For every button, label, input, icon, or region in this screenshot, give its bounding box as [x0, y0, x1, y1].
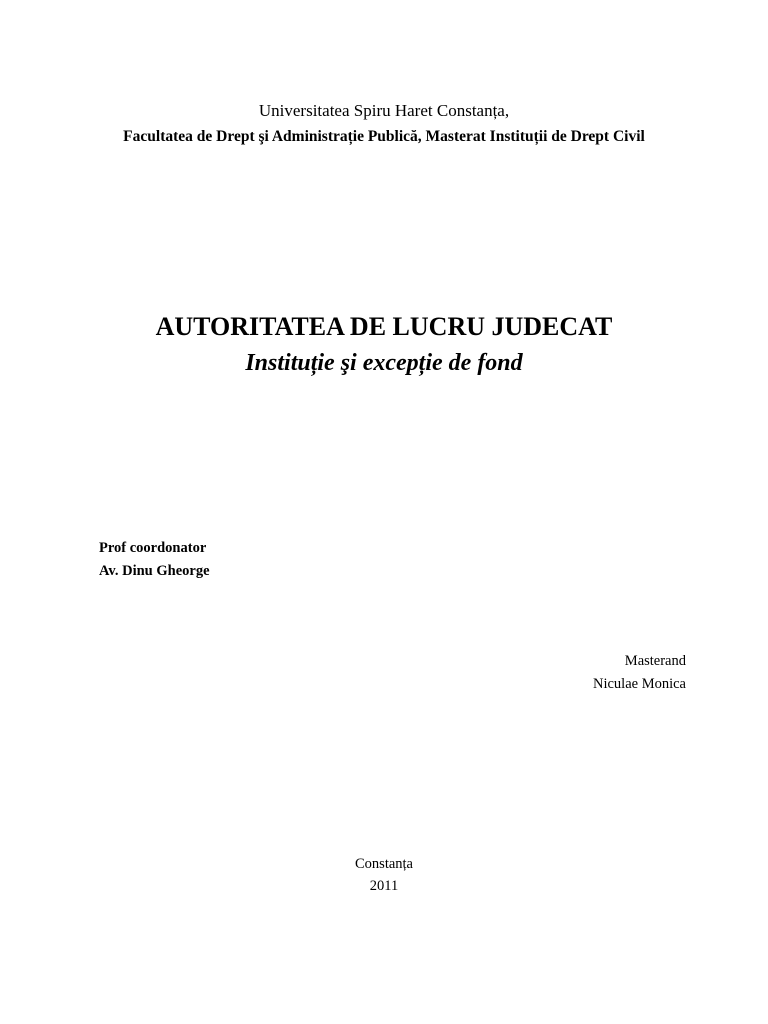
faculty-name: Facultatea de Drept şi Administrație Publică, Masterat Instituții de Drept Civil [123, 128, 645, 145]
coordinator-label: Prof coordonator [99, 540, 207, 556]
year: 2011 [369, 878, 399, 894]
document-subtitle: Instituție şi excepție de fond [245, 350, 523, 376]
city-name: Constanța [355, 856, 413, 872]
coordinator-name: Av. Dinu Gheorge [99, 563, 210, 579]
university-name: Universitatea Spiru Haret Constanța, [258, 101, 510, 120]
student-name: Niculae Monica [592, 676, 686, 692]
document-title: AUTORITATEA DE LUCRU JUDECAT [155, 312, 613, 341]
student-label: Masterand [624, 653, 686, 669]
